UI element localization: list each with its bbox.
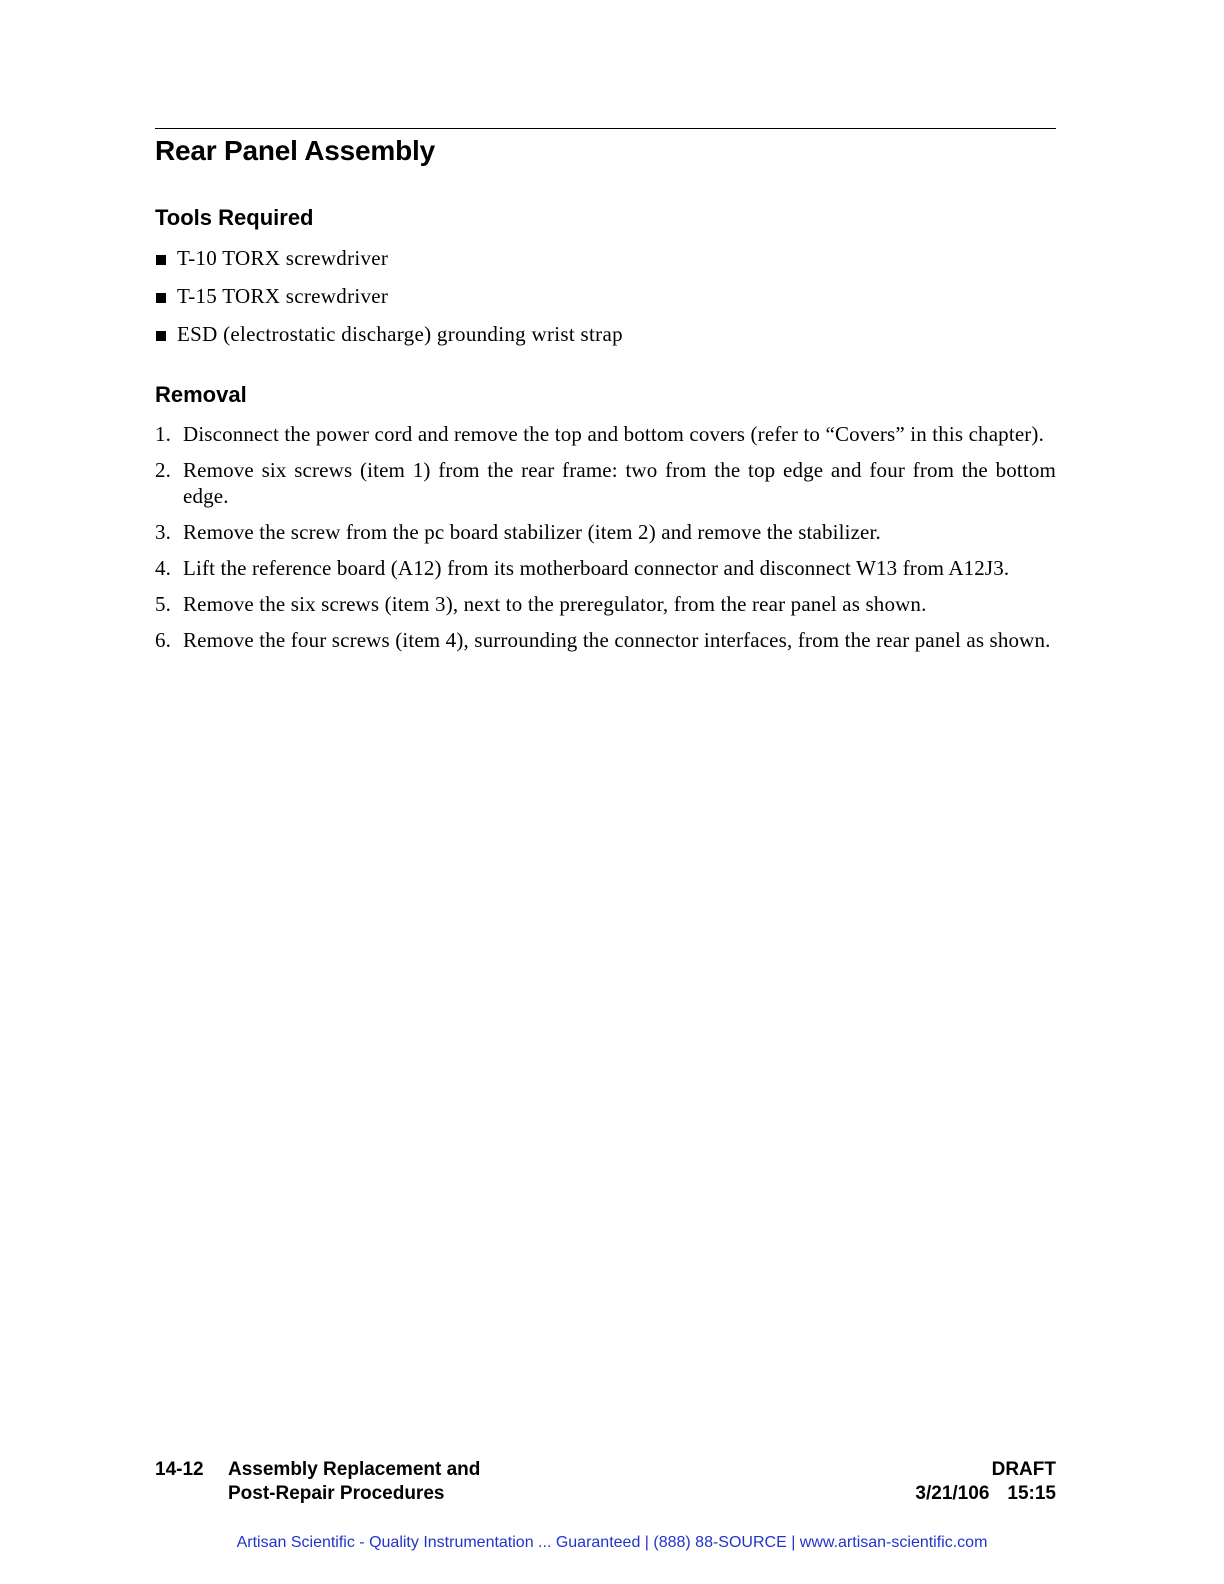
step-number: 4. [155, 556, 172, 580]
tools-required-heading: Tools Required [155, 205, 314, 230]
tools-list [155, 244, 1056, 358]
tool-item [155, 244, 1056, 282]
step-text: Lift the reference board (A12) from its motherboard connector and disconnect W13 from A12J3. [183, 556, 1010, 580]
footer-time: 15:15 [1007, 1483, 1056, 1504]
removal-steps-list [155, 421, 1056, 663]
step-text: Remove the screw from the pc board stabilizer (item 2) and remove the stabilizer. [183, 520, 881, 544]
step-number: 2. [155, 458, 172, 482]
step-number: 3. [155, 520, 172, 544]
square-bullet-icon [156, 255, 166, 265]
removal-step [155, 555, 1056, 581]
removal-step [155, 627, 1056, 653]
tool-item-text: T-10 TORX screwdriver [177, 246, 389, 270]
removal-step [155, 519, 1056, 545]
footer-status: DRAFT [991, 1459, 1056, 1480]
footer-chapter-line2: Post-Repair Procedures [228, 1483, 445, 1504]
step-text: Disconnect the power cord and remove the top and bottom covers (refer to “Covers” in this chapter). [183, 422, 1044, 446]
footer-draft-info [915, 1458, 1056, 1506]
step-text: Remove the six screws (item 3), next to the preregulator, from the rear panel as shown. [183, 592, 927, 616]
step-number: 6. [155, 628, 172, 652]
footer-datetime [915, 1482, 1056, 1506]
tool-item [155, 282, 1056, 320]
square-bullet-icon [156, 331, 166, 341]
tool-item [155, 320, 1056, 358]
vendor-watermark-link[interactable]: Artisan Scientific - Quality Instrumentation ... Guaranteed | (888) 88-SOURCE | www.artisan-scientific.com [236, 1534, 988, 1551]
footer-page-number: 14-12 [155, 1459, 204, 1480]
page-title: Rear Panel Assembly [155, 135, 435, 166]
title-rule [155, 128, 1056, 129]
step-text: Remove six screws (item 1) from the rear frame: two from the top edge and four from the bottom edge. [183, 458, 1056, 508]
footer-date: 3/21/106 [915, 1483, 990, 1504]
step-number: 1. [155, 422, 172, 446]
removal-heading: Removal [155, 382, 247, 407]
step-number: 5. [155, 592, 172, 616]
removal-step [155, 457, 1056, 509]
removal-step [155, 421, 1056, 447]
square-bullet-icon [156, 293, 166, 303]
footer-chapter-title [228, 1458, 648, 1506]
removal-step [155, 591, 1056, 617]
tool-item-text: T-15 TORX screwdriver [177, 284, 389, 308]
step-text: Remove the four screws (item 4), surrounding the connector interfaces, from the rear panel as shown. [183, 628, 1051, 652]
footer-chapter-line1: Assembly Replacement and [228, 1459, 481, 1480]
tool-item-text: ESD (electrostatic discharge) grounding wrist strap [177, 322, 623, 346]
